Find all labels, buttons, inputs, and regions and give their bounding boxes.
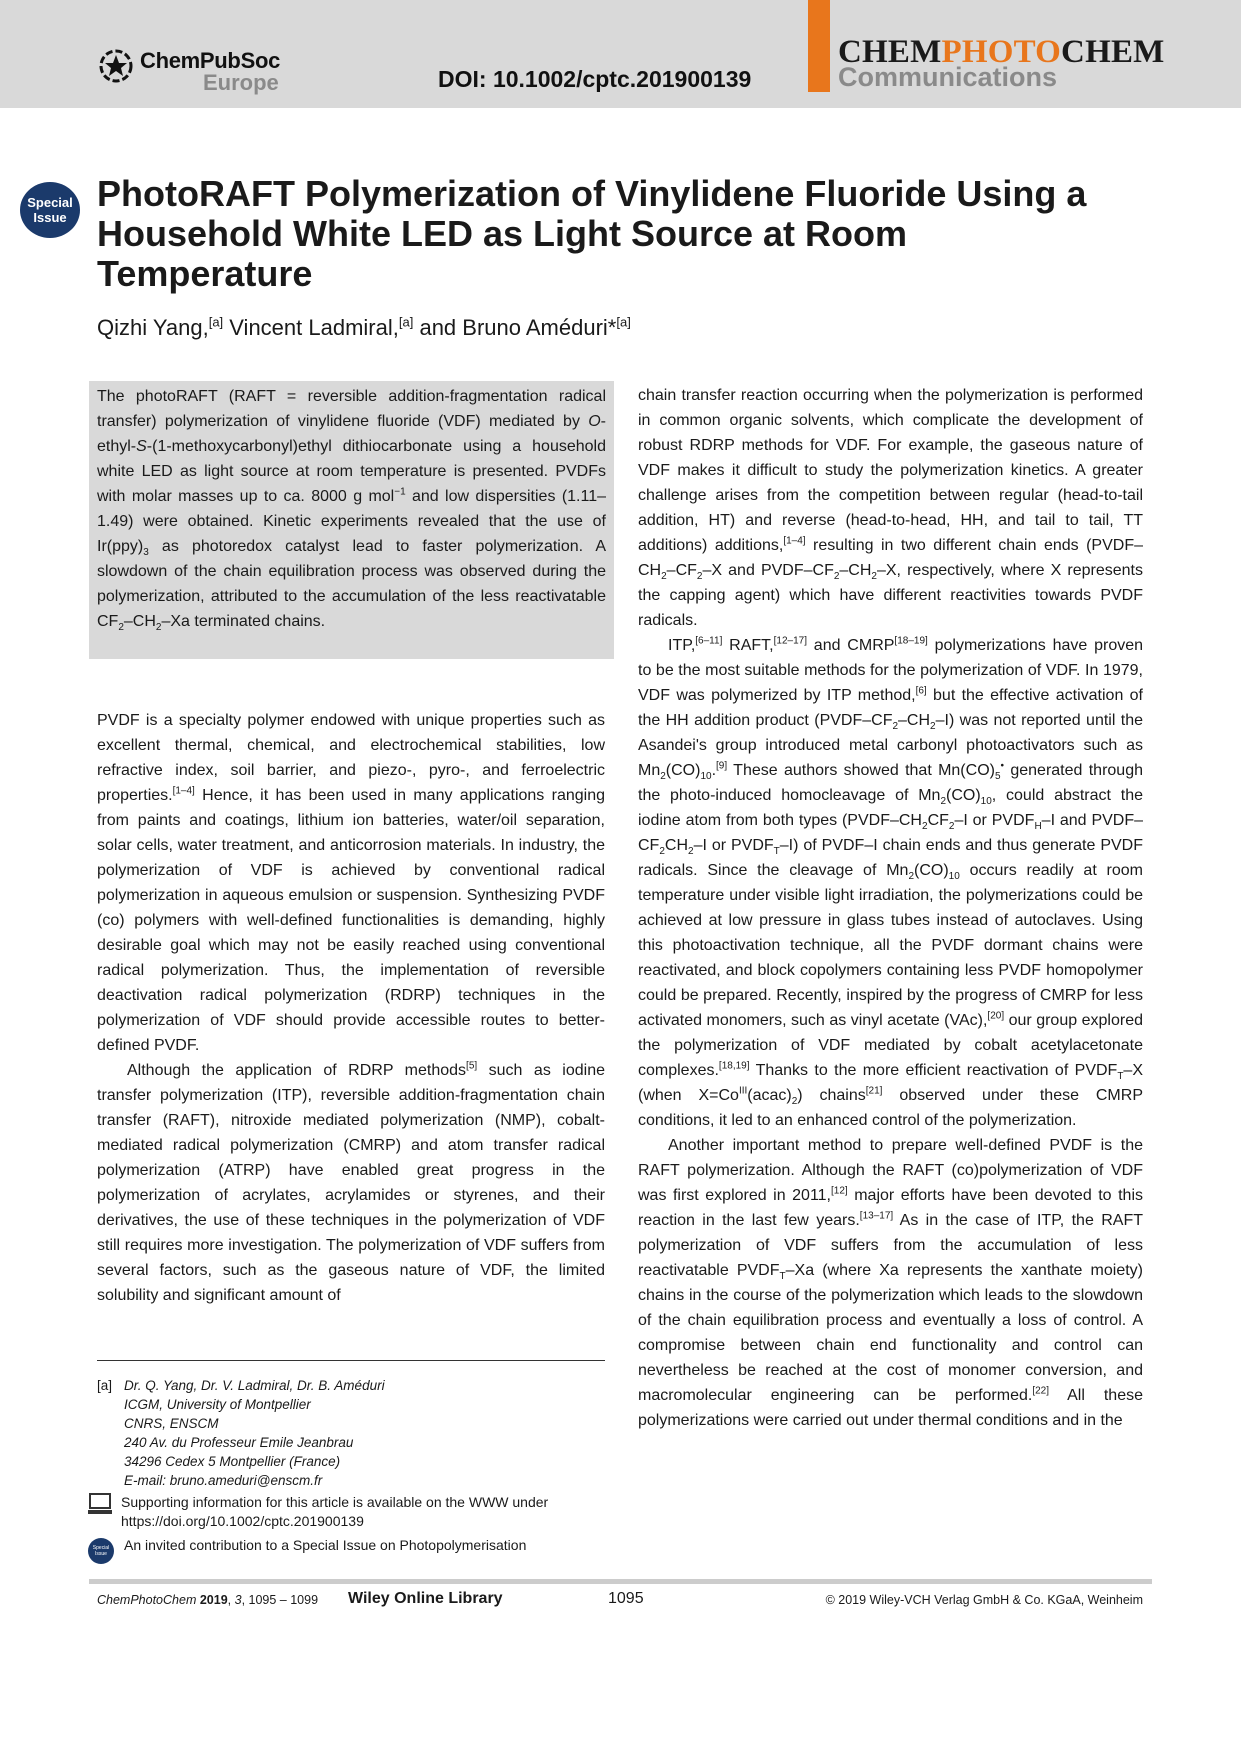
footnote-org: CNRS, ENSCM [124, 1416, 219, 1431]
body-text: but the effective activation of the HH addition product (PVDF–CF [638, 687, 1143, 729]
publisher-logo [96, 44, 296, 100]
body-text: and CMRP [806, 637, 895, 654]
footer-copyright: © 2019 Wiley-VCH Verlag GmbH & Co. KGaA, Weinheim [825, 1593, 1143, 1607]
subscript: 2 [833, 571, 840, 583]
superscript: III [738, 1085, 748, 1097]
footnote-institution: ICGM, University of Montpellier [124, 1397, 311, 1412]
body-text: CH [664, 837, 688, 854]
subscript: 5 [994, 771, 1001, 783]
abstract-text: S [136, 438, 147, 455]
author-3: and Bruno Améduri* [413, 315, 617, 340]
body-text: –CH [898, 712, 931, 729]
citation: [12–17] [773, 635, 807, 647]
subscript: T [779, 1271, 786, 1283]
citation: [5] [466, 1060, 478, 1072]
body-text: our group explored the polymerization of VDF mediated by cobalt acetylacetonate complexes. [638, 1012, 1143, 1079]
citation: [18,19] [718, 1060, 750, 1072]
body-text: (acac) [747, 1087, 792, 1104]
journal-accent-bar [808, 0, 830, 92]
footnote-email: E-mail: bruno.ameduri@enscm.fr [124, 1473, 323, 1488]
citation: [18–19] [894, 635, 928, 647]
subscript: 10 [948, 871, 960, 883]
body-text: Thanks to the more efficient reactivation of PVDF [749, 1062, 1118, 1079]
body-text: –I) of PVDF–I chain ends and thus generate PVDF radicals. Since the cleavage of Mn [638, 837, 1143, 879]
subscript: 2 [661, 571, 667, 583]
subscript: 2 [930, 721, 936, 733]
journal-name-part1: CHEM [838, 34, 942, 70]
subscript: 2 [871, 571, 877, 583]
abstract-text: –Xa terminated chains. [161, 613, 326, 630]
subscript: 2 [660, 771, 666, 783]
doi: DOI: 10.1002/cptc.201900139 [438, 66, 752, 92]
body-text: ) chains [797, 1087, 866, 1104]
body-text: –I or PVDF [693, 837, 774, 854]
paragraph [638, 633, 1143, 1133]
special-issue-badge [20, 182, 80, 238]
body-text: . [711, 762, 717, 779]
body-text: –I and PVDF–CF [638, 812, 1144, 854]
citation: [6] [915, 685, 927, 697]
article-title: PhotoRAFT Polymerization of Vinylidene Fluoride Using a Household White LED as Light Source at Room Temperature [97, 173, 1087, 294]
subscript: 2 [696, 571, 703, 583]
body-text: RAFT, [722, 637, 774, 654]
body-text: (CO) [946, 787, 981, 804]
footer-journal: ChemPhotoChem [97, 1593, 197, 1607]
body-text: Hence, it has been used in many applications ranging from paints and coatings, lithium ion batteries, water/oil separation, solar cells, water treatment, and anticorrosion materials. In industry, the polymerization of VDF is achieved by conventional radical polymerization in aqueous emulsion or suspension. Synthesizing PVDF (co) polymers with well-defined functionalities is demanding, highly desirable goal which may not be easily reached using conventional radical polymerization. Thus, the implementation of reversible deactivation radical polymerization (RDRP) techniques in the polymerization of VDF should provide accessible routes to better-defined PVDF. [97, 787, 605, 1054]
subscript: 2 [118, 622, 124, 634]
abstract [97, 384, 606, 634]
body-text: major efforts have been devoted to this reaction in the last few years. [638, 1187, 1143, 1229]
subscript: 2 [791, 1096, 798, 1108]
body-text: –X (when X=Co [638, 1062, 1143, 1104]
publisher-name: ChemPubSoc [140, 48, 281, 73]
citation: [9] [716, 760, 728, 772]
subscript: H [1034, 821, 1042, 833]
superscript: −1 [394, 486, 406, 498]
subscript: T [1117, 1071, 1124, 1083]
paragraph [638, 1133, 1143, 1433]
body-text: Although the application of RDRP methods [127, 1062, 467, 1079]
abstract-text: as photoredox catalyst lead to faster polymerization. A slowdown of the chain equilibration process was observed during the polymerization, attributed to the accumulation of the less reactivatable CF [97, 538, 606, 630]
body-text: These authors showed that Mn(CO) [727, 762, 995, 779]
citation: [1–4] [172, 785, 195, 797]
special-issue-mini-badge [88, 1538, 114, 1564]
footnote-label: [a] [97, 1378, 113, 1393]
body-text: such as iodine transfer polymerization (ITP), reversible addition-fragmentation chain transfer (RAFT), nitroxide mediated polymerization (NMP), cobalt-mediated radical polymerization (CMRP) and atom transfer radical polymerization (ATRP) have enabled great progress in the polymerization of acrylates, acrylamides or styrenes, and their derivatives, the use of these techniques in the polymerization of VDF still requires more investigation. The polymerization of VDF suffers from several factors, such as the gaseous nature of VDF, the limited solubility and significant amount of [97, 1062, 605, 1304]
publisher-star-icon [96, 46, 136, 86]
body-text: (CO) [665, 762, 701, 779]
abstract-text: and low dispersities (1.11–1.49) were obtained. Kinetic experiments revealed that the use of Ir(ppy) [97, 488, 606, 555]
body-text: All these polymerizations were carried out under thermal conditions and in the [638, 1387, 1143, 1429]
subscript: 2 [892, 721, 899, 733]
body-text: chain transfer reaction occurring when the polymerization is performed in common organic solvents, which complicate the development of robust RDRP methods for VDF. For example, the gaseous nature of VDF makes it difficult to study the polymerization kinetics. A greater challenge arises from the competition between regular (head-to-tail addition, HT) and reverse (head-to-head, HH, and tail to tail, TT additions) additions, [638, 387, 1143, 554]
author-list [97, 315, 631, 341]
body-text: –CH [839, 562, 872, 579]
footnote-rule [97, 1360, 605, 1361]
abstract-text: –CH [123, 613, 156, 630]
body-left-column [97, 708, 605, 1308]
page-number: 1095 [608, 1590, 644, 1607]
subscript: 2 [908, 871, 914, 883]
journal-name-part3: CHEM [1061, 34, 1165, 70]
body-text: polymerizations have proven to be the most suitable methods for the polymerization of VDF. In 1979, VDF was polymerized by ITP method, [638, 637, 1144, 704]
publisher-region: Europe [203, 70, 279, 95]
citation: [22] [1032, 1385, 1049, 1397]
body-text: PVDF is a specialty polymer endowed with unique properties such as excellent thermal, chemical, and electrochemical stabilities, low refractive index, soil barrier, and piezo-, pyro-, and ferroelectric properties. [97, 712, 605, 804]
paragraph [97, 708, 605, 1058]
badge-line1: Special [92, 1545, 110, 1551]
body-text: ITP, [668, 637, 696, 654]
abstract-text: -ethyl- [97, 413, 606, 455]
subscript: 10 [980, 796, 992, 808]
body-text: occurs readily at room temperature under visible light irradiation, the polymerizations could be achieved at low pressure in glass tubes instead of autoclaves. Using this photoactivation technique, all the PVDF dormant chains were reactivated, and block copolymers containing less PVDF homopolymer could be prepared. Recently, inspired by the progress of CMRP for less activated monomers, such as vinyl acetate (VAc), [638, 862, 1144, 1029]
journal-name-part2: PHOTO [941, 34, 1062, 70]
body-text: observed under these CMRP conditions, it led to an enhanced control of the polymerization. [638, 1087, 1143, 1129]
supporting-info-text: Supporting information for this article is available on the WWW under https://doi.org/10.1002/cptc.201900139 [121, 1494, 549, 1529]
body-text: –X and PVDF–CF [702, 562, 834, 579]
body-text: –CF [666, 562, 697, 579]
abstract-text: The photoRAFT (RAFT = reversible addition-fragmentation radical transfer) polymerization of vinylidene fluoride (VDF) mediated by [97, 388, 606, 430]
footnote-city: 34296 Cedex 5 Montpellier (France) [124, 1454, 341, 1469]
footnote-street: 240 Av. du Professeur Emile Jeanbrau [124, 1435, 354, 1450]
body-text: –I) was not reported until the Asandei's group introduced metal carbonyl photoactivators such as Mn [638, 712, 1143, 779]
footer-citation: ChemPhotoChem 2019, 3, 1095 – 1099 [97, 1593, 319, 1607]
footer-rule [89, 1579, 1152, 1584]
wiley-online-library-link[interactable]: Wiley Online Library [348, 1590, 503, 1607]
citation: [13–17] [859, 1210, 894, 1222]
body-text: –Xa (where Xa represents the xanthate moiety) chains in the course of the polymerization which leads to the slowdown of the chain equilibration process and eventually a loss of control. A compromise between chain end functionality and control can nevertheless be reached at the cost of monomer conversion, and macromolecular engineering can be performed. [638, 1262, 1143, 1404]
author-1: Qizhi Yang, [97, 315, 209, 340]
subscript: 3 [143, 547, 149, 559]
abstract-text: O [588, 413, 601, 430]
affiliation-mark: [a] [398, 314, 414, 330]
badge-line2: Issue [33, 210, 67, 225]
radical-dot: • [1000, 760, 1005, 772]
subscript: 2 [940, 796, 947, 808]
paragraph [97, 1058, 605, 1308]
body-text: As in the case of ITP, the RAFT polymerization of VDF suffers from the accumulation of less reactivatable PVDF [638, 1212, 1143, 1279]
body-text: –X, respectively, where X represents the capping agent) which have different reactivities towards PVDF radicals. [638, 562, 1143, 629]
footnote-authors: Dr. Q. Yang, Dr. V. Ladmiral, Dr. B. Améduri [124, 1378, 385, 1393]
citation: [21] [865, 1085, 883, 1097]
abstract-text: -(1-methoxycarbonyl)ethyl dithiocarbonate using a household white LED as light source at room temperature is presented. PVDFs with molar masses up to ca. 8000 g mol [97, 438, 606, 505]
subscript: 10 [700, 771, 712, 783]
citation: [20] [987, 1010, 1005, 1022]
body-text: Another important method to prepare well-defined PVDF is the RAFT polymerization. Although the RAFT (co)polymerization of VDF was first explored in 2011, [638, 1137, 1143, 1204]
journal-section: Communications [838, 62, 1058, 92]
citation: [12] [831, 1185, 848, 1197]
citation: [6–11] [695, 635, 723, 647]
paragraph [638, 383, 1143, 633]
subscript: 2 [155, 622, 162, 634]
body-text: (CO) [914, 862, 949, 879]
author-2: Vincent Ladmiral, [223, 315, 399, 340]
body-text: resulting in two different chain ends (PVDF–CH [638, 537, 1143, 579]
footer-year: 2019 [199, 1593, 228, 1607]
body-text: CF [927, 812, 949, 829]
body-text: generated through the photo-induced homocleavage of Mn [638, 762, 1143, 804]
affiliation-mark: [a] [616, 314, 631, 330]
footer-pages: , 1095 – 1099 [241, 1593, 319, 1607]
subscript: 2 [688, 846, 694, 858]
body-right-column [638, 383, 1143, 1433]
badge-line2: Issue [95, 1551, 107, 1557]
subscript: 2 [922, 821, 928, 833]
citation: [1–4] [783, 535, 806, 547]
body-text: , could abstract the iodine atom from both types (PVDF–CH [638, 787, 1144, 829]
footnote-lines [124, 1376, 385, 1490]
subscript: 2 [948, 821, 955, 833]
body-text: –I or PVDF [954, 812, 1035, 829]
subscript: 2 [659, 846, 665, 858]
subscript: T [773, 846, 780, 858]
footer-volume: 3 [234, 1593, 242, 1607]
badge-line1: Special [27, 195, 73, 210]
affiliation-mark: [a] [208, 314, 224, 330]
invited-text: An invited contribution to a Special Issue on Photopolymerisation [124, 1537, 527, 1553]
computer-icon [88, 1493, 112, 1515]
